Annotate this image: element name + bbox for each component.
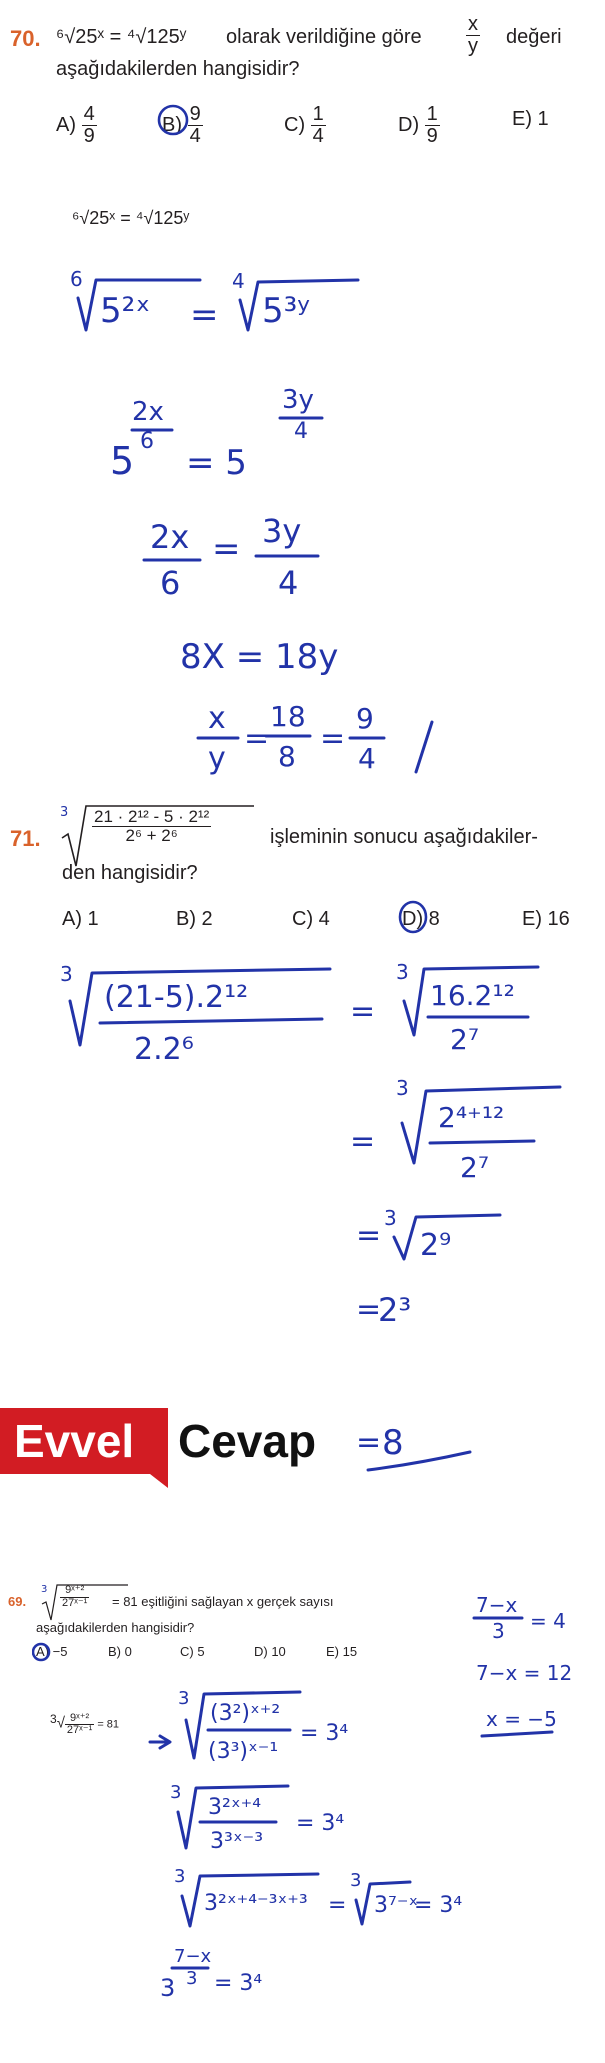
hw-base: 5 [110, 439, 135, 483]
option-b[interactable]: B) $\frac{9}{4}$ [162, 103, 201, 147]
handwritten-solution-70 [0, 260, 605, 780]
hw-step1-num: (21-5).2¹² [104, 980, 249, 1015]
hw-step2-den: 2⁷ [450, 1023, 480, 1056]
hw-step2-num: 16.2¹² [430, 979, 515, 1012]
option-b[interactable]: B) 0 [108, 1644, 132, 1659]
option-e[interactable]: E) 1 [512, 108, 549, 130]
brand-red-box [0, 1408, 168, 1474]
question-70 [0, 0, 605, 780]
hw-idx-1: 3 [60, 962, 73, 986]
hw-eq-1: = [350, 994, 376, 1029]
hw-m4-base: 3 [160, 1974, 176, 2002]
hw-side-num: 7−x [476, 1593, 518, 1617]
hw-m3-mid: = [328, 1893, 347, 1918]
hw-final-answer-71 [356, 1408, 476, 1478]
hw-m2-den: 3³ˣ⁻³ [210, 1829, 264, 1854]
hw-power-right: 5³ʸ [262, 291, 310, 331]
hw-eq-base: = 5 [186, 443, 247, 483]
hw-side-den: 3 [492, 1619, 505, 1643]
option-b[interactable]: B) 2 [176, 908, 213, 930]
hw-side-line2: 7−x = 12 [476, 1661, 573, 1685]
question-stem-line2: aşağıdakilerden hangisidir? [36, 1620, 195, 1635]
hw-m3-rhs: = 3⁴ [414, 1893, 463, 1918]
handwritten-side-work-69 [470, 1590, 605, 1740]
hw-step4: 2⁹ [420, 1228, 452, 1263]
handwritten-solution-71 [0, 955, 605, 1395]
hw-idx-c: 3 [174, 1866, 186, 1887]
hw-equals-2: = [212, 529, 241, 569]
hw-linear-eq: 8X = 18y [180, 637, 339, 677]
question-stem-line2: aşağıdakilerden hangisidir? [56, 58, 300, 80]
brand-red-text: Evvel [14, 1415, 135, 1467]
hw-m3-in2: 3⁷⁻ˣ [374, 1893, 419, 1918]
hw-ratio-num2: 18 [270, 700, 306, 733]
question-expression: $\frac{\text{9ˣ⁺²}}{\text{27ˣ⁻¹}}$ [62, 1584, 88, 1609]
option-c[interactable]: C) $\frac{1}{4}$ [284, 103, 324, 147]
brand-banner [0, 1408, 605, 1488]
hw-exp-num: 2x [132, 397, 164, 427]
question-stem: olarak verildiğine göre [226, 26, 422, 48]
hw-equals: = [190, 295, 219, 335]
svg-text:3: 3 [60, 805, 69, 820]
hw-ratio-den: y [208, 741, 226, 776]
hw-power-left: 5²ˣ [100, 291, 151, 331]
selected-option-circle [157, 104, 191, 138]
hw-frac-den2: 4 [278, 564, 299, 602]
option-e[interactable]: E) 15 [326, 1644, 358, 1659]
hw-m2-rhs: = 3⁴ [296, 1811, 345, 1836]
hw-final-value: 8 [382, 1423, 404, 1463]
brand-tail [150, 1474, 168, 1488]
hw-idx-4: 3 [384, 1206, 397, 1230]
hw-ratio-num3: 9 [356, 702, 374, 735]
question-71 [0, 780, 605, 1408]
question-stem: işleminin sonucu aşağıdakiler- [270, 826, 538, 848]
hw-step3-den: 2⁷ [460, 1151, 490, 1184]
hw-m1-den: (3³)ˣ⁻¹ [208, 1739, 279, 1764]
question-fraction: $\frac{x}{y}$ [468, 13, 478, 57]
hw-frac-den: 6 [160, 564, 181, 602]
hw-root-index-left: 6 [70, 267, 83, 291]
hw-eq-2: = [350, 1124, 376, 1159]
svg-text:3: 3 [41, 1584, 48, 1595]
hw-side-line3: x = −5 [486, 1707, 557, 1731]
hw-idx-3: 3 [396, 1076, 409, 1100]
selected-option-circle [398, 898, 432, 938]
hw-idx-d: 3 [350, 1870, 362, 1891]
question-stem-line2: den hangisidir? [62, 862, 198, 884]
question-number: 71. [10, 826, 41, 851]
question-69 [0, 1580, 605, 2063]
hw-m1-rhs: = 3⁴ [300, 1721, 349, 1746]
hw-side-eq: = 4 [530, 1609, 566, 1633]
hw-step1-den: 2.2⁶ [134, 1032, 194, 1067]
hw-exp-den: 6 [140, 429, 154, 454]
hw-exp-den2: 4 [294, 419, 308, 444]
hw-ratio-den3: 4 [358, 742, 376, 775]
option-d[interactable]: D) $\frac{1}{9}$ [398, 103, 438, 147]
hw-m2-num: 3²ˣ⁺⁴ [208, 1795, 262, 1820]
question-expression: $\frac{\text{21 · 2¹² - 5 · 2¹²}}{\text{2⁶ + 2⁶}}$ [94, 807, 210, 845]
hw-eq-4: = [356, 1292, 382, 1327]
hw-step5: 2³ [378, 1291, 412, 1329]
option-a[interactable]: A) $\frac{4}{9}$ [56, 103, 95, 147]
question-number: 70. [10, 26, 41, 51]
hw-idx-b: 3 [170, 1782, 182, 1803]
handwritten-solution-69 [0, 1680, 470, 2063]
hw-m4-exp-num: 7−x [174, 1946, 212, 1967]
question-number: 69. [8, 1594, 27, 1609]
option-c[interactable]: C) 4 [292, 908, 330, 930]
option-c[interactable]: C) 5 [180, 1644, 205, 1659]
hw-m4-exp-den: 3 [186, 1968, 198, 1989]
hw-step3-num: 2⁴⁺¹² [438, 1101, 505, 1134]
question-stem: = 81 eşitliğini sağlayan x gerçek sayısı [112, 1594, 334, 1609]
hw-idx-a: 3 [178, 1688, 190, 1709]
hw-frac-num2: 3y [262, 512, 302, 550]
option-d[interactable]: D) 10 [254, 1644, 286, 1659]
option-a[interactable]: A) −5 [36, 1644, 68, 1659]
hw-frac-num: 2x [150, 518, 190, 556]
hw-eq-a: = [244, 721, 270, 756]
printed-work-line: ⁶√25ˣ = ⁴√125ʸ [72, 208, 190, 228]
option-a[interactable]: A) 1 [62, 908, 99, 930]
hw-idx-2: 3 [396, 960, 409, 984]
brand-black-text: Cevap [178, 1415, 317, 1467]
hw-m1-num: (3²)ˣ⁺² [210, 1701, 281, 1726]
question-expression: ⁶√25ˣ = ⁴√125ʸ [56, 26, 187, 48]
hw-eq-5: = [356, 1425, 382, 1460]
hw-root-index-right: 4 [232, 269, 245, 293]
option-e[interactable]: E) 16 [522, 908, 570, 930]
hw-m4-rhs: = 3⁴ [214, 1971, 263, 1996]
hw-ratio-den2: 8 [278, 740, 296, 773]
option-d[interactable]: D) 8 [402, 908, 440, 930]
printed-work-expression: 3√ $\frac{\text{9ˣ⁺²}}{\text{27ˣ⁻¹}}$ = 81 [50, 1711, 120, 1737]
hw-eq-b: = [320, 721, 346, 756]
selected-option-circle [32, 1642, 52, 1662]
hw-eq-3: = [356, 1218, 382, 1253]
hw-exp-num2: 3y [282, 385, 314, 415]
hw-m3-in: 3²ˣ⁺⁴⁻³ˣ⁺³ [204, 1891, 308, 1916]
hw-ratio-num: x [208, 701, 226, 736]
question-stem-tail: değeri [506, 26, 562, 48]
